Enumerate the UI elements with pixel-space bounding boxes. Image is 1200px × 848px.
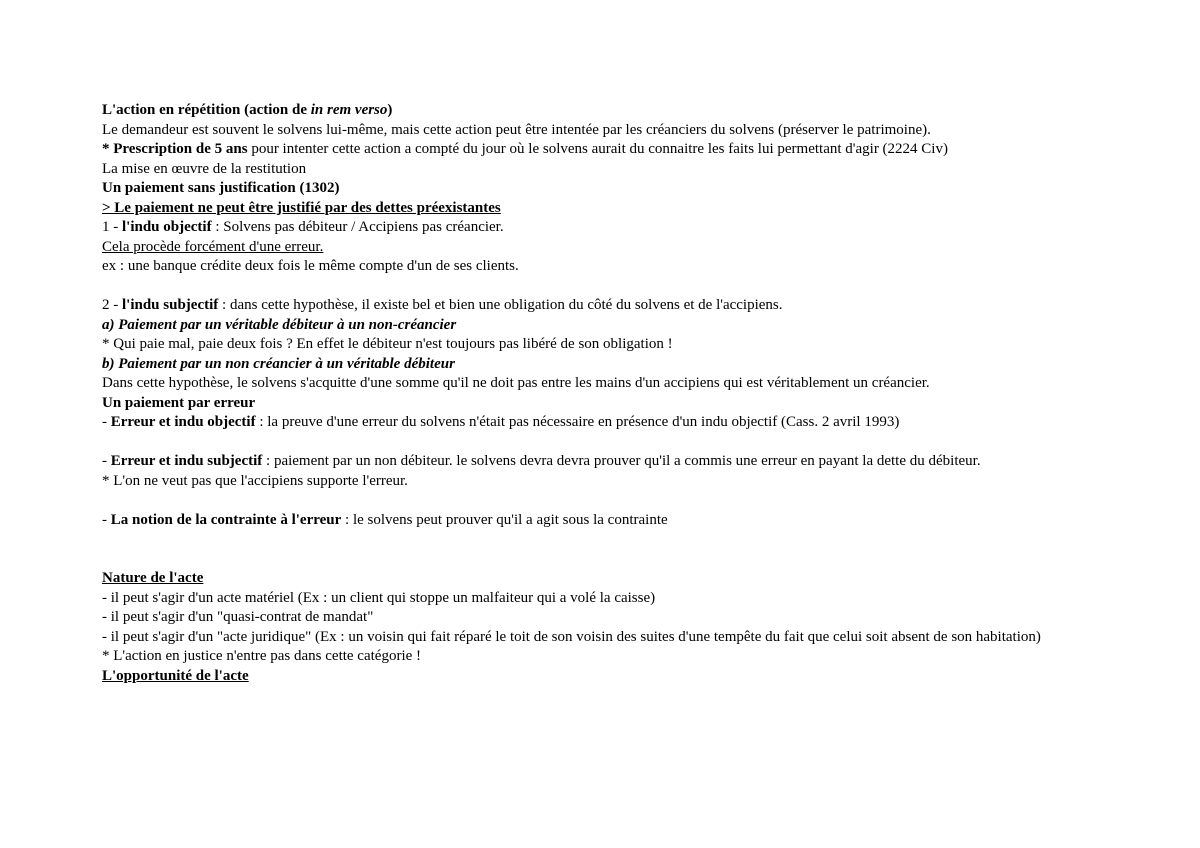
paragraph-demandeur: Le demandeur est souvent le solvens lui-même, mais cette action peut être intentée par les créanciers du solvens (préserver le patrimoine). [102, 121, 931, 138]
paragraph-hypothese-solvens: Dans cette hypothèse, le solvens s'acquitte d'une somme qu'il ne doit pas entre les mains d'un accipiens qui est véritablement un créancier. [102, 375, 930, 391]
paragraph-mise-en-oeuvre: La mise en œuvre de la restitution [102, 160, 307, 177]
list-item-acte-juridique: - il peut s'agir d'un "acte juridique" (Ex : un voisin qui fait réparé le toit de son voisin des suites d'une tempête du fait que celui soit absent de son habitation) [102, 628, 1041, 645]
list-item-quasi-contrat: - il peut s'agir d'un "quasi-contrat de mandat" [102, 609, 374, 625]
document-page [102, 101, 1102, 686]
paragraph-erreur-indu-subjectif: - Erreur et indu subjectif : paiement par un non débiteur. le solvens devra devra prouver qu'il a commis une erreur en payant la dette du débiteur. [102, 453, 981, 469]
blank-lines [102, 530, 1102, 569]
paragraph-qui-paie-mal: * Qui paie mal, paie deux fois ? En effet le débiteur n'est toujours pas libéré de son obligation ! [102, 336, 673, 352]
heading-paiement-dettes-preexistantes: > Le paiement ne peut être justifié par des dettes préexistantes [102, 199, 501, 216]
paragraph-indu-subjectif: 2 - l'indu subjectif : dans cette hypothèse, il existe bel et bien une obligation du côté du solvens et de l'accipiens. [102, 297, 783, 313]
paragraph-exemple-banque: ex : une banque crédite deux fois le même compte d'un de ses clients. [102, 258, 519, 274]
paragraph-prescription: * Prescription de 5 ans pour intenter cette action a compté du jour où le solvens aurait du connaitre les faits lui permettant d'agir (2224 Civ) [102, 141, 948, 157]
blank-line [102, 491, 1102, 511]
heading-nature-acte: Nature de l'acte [102, 570, 204, 586]
heading-action-repetition: L'action en répétition (action de in rem verso) [102, 102, 393, 118]
paragraph-accipiens-erreur: * L'on ne veut pas que l'accipiens supporte l'erreur. [102, 472, 408, 489]
paragraph-erreur-underlined: Cela procède forcément d'une erreur. [102, 238, 324, 255]
subheading-paiement-non-creancier: b) Paiement par un non créancier à un véritable débiteur [102, 355, 455, 372]
list-item-acte-materiel: - il peut s'agir d'un acte matériel (Ex : un client qui stoppe un malfaiteur qui a volé la caisse) [102, 589, 656, 606]
heading-paiement-par-erreur: Un paiement par erreur [102, 394, 256, 411]
blank-line [102, 433, 1102, 453]
paragraph-erreur-indu-objectif: - Erreur et indu objectif : la preuve d'une erreur du solvens n'était pas nécessaire en présence d'un indu objectif (Cass. 2 avril 1993) [102, 414, 900, 430]
paragraph-contrainte: - La notion de la contrainte à l'erreur : le solvens peut prouver qu'il a agit sous la contrainte [102, 511, 668, 528]
subheading-paiement-veritable-debiteur: a) Paiement par un véritable débiteur à un non-créancier [102, 316, 457, 333]
heading-opportunite-acte: L'opportunité de l'acte [102, 667, 249, 684]
blank-line [102, 277, 1102, 297]
paragraph-action-justice: * L'action en justice n'entre pas dans cette catégorie ! [102, 648, 422, 664]
paragraph-indu-objectif: 1 - l'indu objectif : Solvens pas débiteur / Accipiens pas créancier. [102, 219, 504, 235]
heading-paiement-sans-justification: Un paiement sans justification (1302) [102, 180, 340, 196]
